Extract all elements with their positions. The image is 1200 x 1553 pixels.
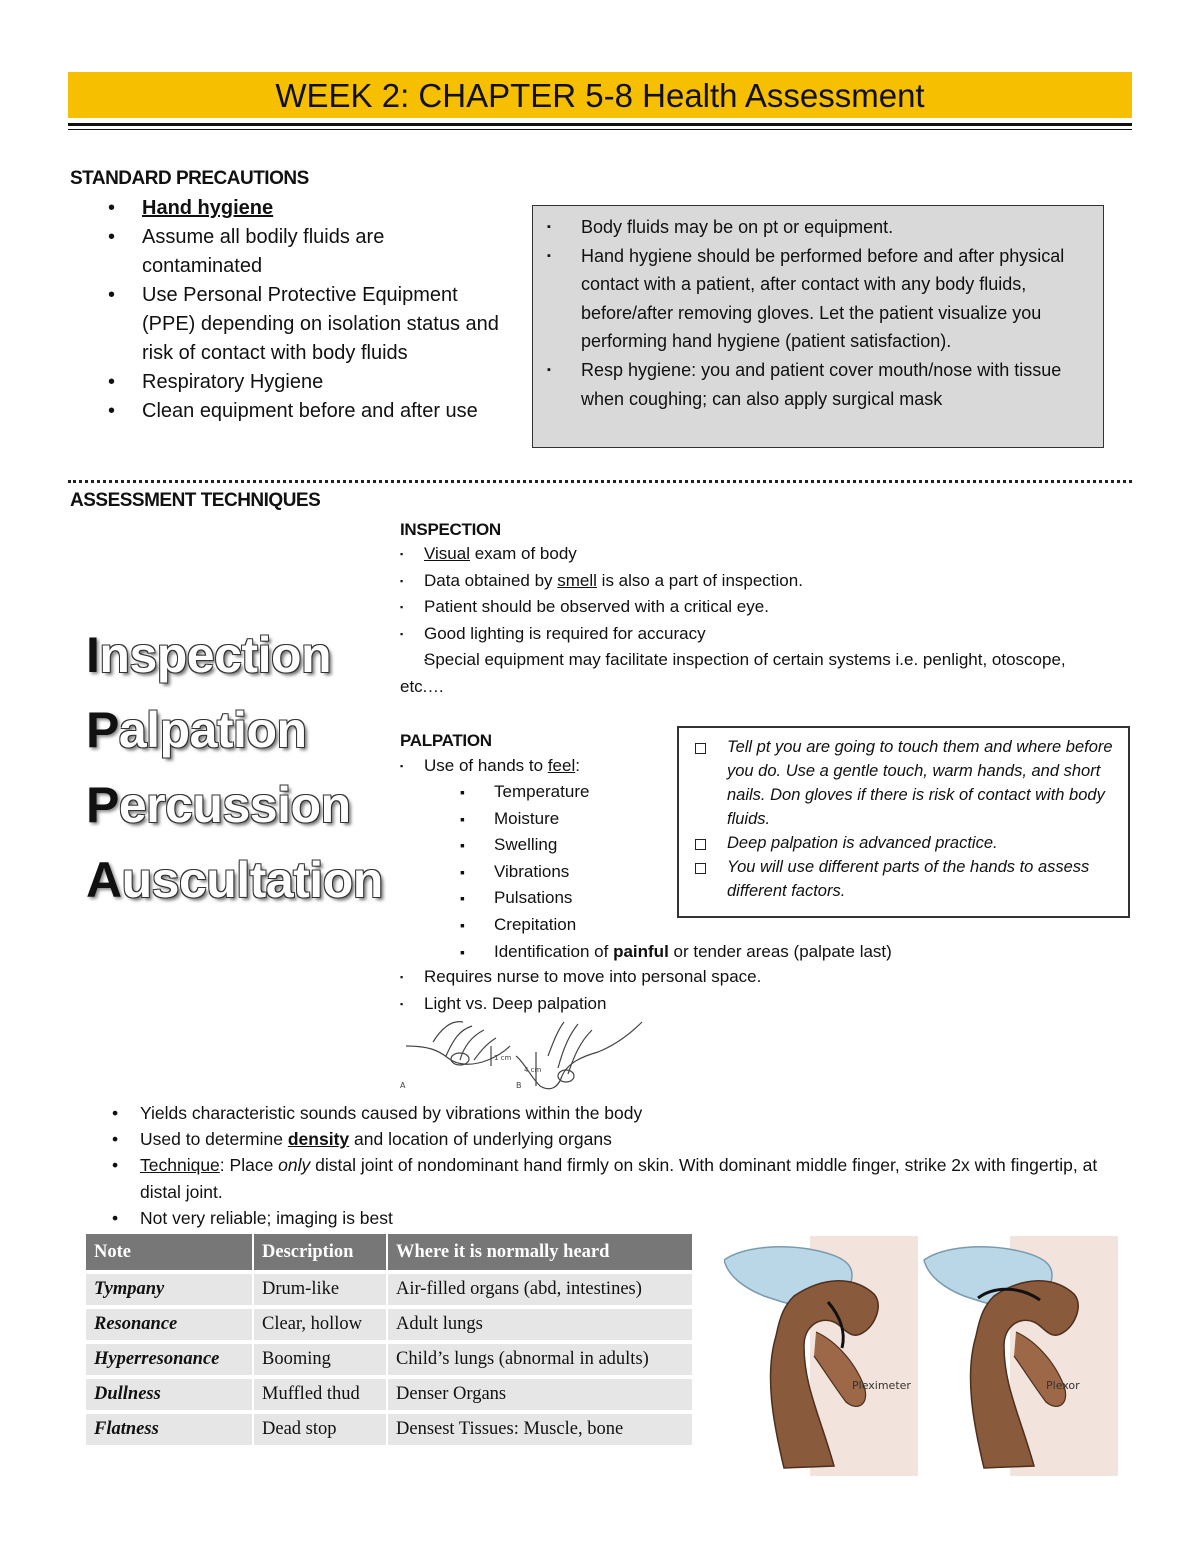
list-item: ▪ Patient should be observed with a critical eye. bbox=[400, 594, 1100, 621]
ippa-word: Palpation bbox=[86, 702, 307, 758]
plexor-panel bbox=[924, 1236, 1118, 1476]
precautions-note-box bbox=[532, 205, 1104, 448]
list-item: • Hand hygiene bbox=[68, 194, 508, 223]
title-rule bbox=[68, 123, 1132, 126]
list-item: ▪ Visual exam of body bbox=[400, 541, 1100, 568]
inspection-list bbox=[400, 541, 1100, 700]
list-item: ▪ Light vs. Deep palpation bbox=[400, 991, 1000, 1018]
palpation-list-2 bbox=[400, 964, 1000, 1017]
assessment-techniques-heading: ASSESSMENT TECHNIQUES bbox=[70, 490, 321, 511]
column-header: Description bbox=[253, 1234, 387, 1272]
list-item: ▪ Good lighting is required for accuracy bbox=[400, 621, 1100, 648]
list-item: • Not very reliable; imaging is best bbox=[68, 1205, 1138, 1231]
percussion-notes-table bbox=[86, 1234, 694, 1445]
title-rule-thin bbox=[68, 129, 1132, 130]
list-item: ▪ Crepitation bbox=[400, 912, 1000, 939]
ippa-word: Percussion bbox=[86, 777, 351, 833]
palpation-tips-box bbox=[677, 726, 1130, 918]
list-item: ▪ Moisture bbox=[400, 806, 1000, 833]
table-row: Tympany Drum-like Air-filled organs (abd, intestines) bbox=[86, 1272, 693, 1307]
inspection-heading: INSPECTION bbox=[400, 520, 501, 539]
standard-precautions-heading: STANDARD PRECAUTIONS bbox=[70, 168, 309, 189]
depth-label-a: 1 cm bbox=[494, 1054, 512, 1062]
ippa-word: Inspection bbox=[86, 627, 332, 683]
standard-precautions-list bbox=[68, 194, 508, 426]
percussion-hands-illustration bbox=[724, 1236, 1140, 1488]
list-item: ▪ Data obtained by smell is also a part of inspection. bbox=[400, 568, 1100, 595]
list-item: • Yields characteristic sounds caused by vibrations within the body bbox=[68, 1100, 1138, 1126]
list-item: ▪ Vibrations bbox=[400, 859, 1000, 886]
percussion-list bbox=[68, 1100, 1138, 1231]
list-item: ▪ Swelling bbox=[400, 832, 1000, 859]
list-item: • Clean equipment before and after use bbox=[68, 397, 508, 426]
list-item: ▪ Body fluids may be on pt or equipment. bbox=[533, 213, 1073, 242]
list-item: • Use Personal Protective Equipment (PPE) depending on isolation status and risk of contact with body fluids bbox=[68, 281, 508, 368]
list-item: ▪ Hand hygiene should be performed before and after physical contact with a patient, after contact with any body fluids, before/after removing gloves. Let the patient visualize you performing hand hygiene (patient satisfaction). bbox=[533, 242, 1073, 356]
depth-label-b: 4 cm bbox=[524, 1066, 542, 1074]
column-header: Where it is normally heard bbox=[387, 1234, 693, 1272]
pleximeter-label: Pleximeter bbox=[852, 1379, 911, 1392]
page-title: WEEK 2: CHAPTER 5-8 Health Assessment bbox=[275, 77, 925, 114]
ippa-word: Auscultation bbox=[86, 852, 383, 908]
table-row: Resonance Clear, hollow Adult lungs bbox=[86, 1307, 693, 1342]
list-item: ▪ Resp hygiene: you and patient cover mouth/nose with tissue when coughing; can also apply surgical mask bbox=[533, 356, 1073, 413]
list-item: • Used to determine density and location of underlying organs bbox=[68, 1126, 1138, 1152]
ippa-mnemonic bbox=[86, 618, 383, 918]
list-item: You will use different parts of the hands to assess different factors. bbox=[679, 855, 1119, 903]
list-item: • Respiratory Hygiene bbox=[68, 368, 508, 397]
table-row: Flatness Dead stop Densest Tissues: Muscle, bone bbox=[86, 1412, 693, 1445]
title-banner bbox=[68, 72, 1132, 118]
list-item: ▪ Temperature bbox=[400, 779, 1000, 806]
table-header-row bbox=[86, 1234, 693, 1272]
figure-label-b: B bbox=[516, 1081, 522, 1090]
list-item: • Technique: Place only distal joint of nondominant hand firmly on skin. With dominant middle finger, strike 2x with fingertip, at distal joint. bbox=[68, 1152, 1138, 1204]
list-item: ▪ Special equipment may facilitate inspection of certain systems i.e. penlight, otoscope, etc.… bbox=[400, 647, 1100, 700]
section-divider bbox=[68, 480, 1132, 483]
table-row: Hyperresonance Booming Child’s lungs (abnormal in adults) bbox=[86, 1342, 693, 1377]
list-item: Tell pt you are going to touch them and where before you do. Use a gentle touch, warm hands, and short nails. Don gloves if there is risk of contact with body fluids. bbox=[679, 735, 1119, 831]
list-item: Deep palpation is advanced practice. bbox=[679, 831, 1119, 855]
list-item: ▪ Identification of painful or tender areas (palpate last) bbox=[400, 939, 1000, 966]
table-row: Dullness Muffled thud Denser Organs bbox=[86, 1377, 693, 1412]
column-header: Note bbox=[86, 1234, 253, 1272]
list-item: ▪ Pulsations bbox=[400, 885, 1000, 912]
plexor-label: Plexor bbox=[1046, 1379, 1080, 1392]
figure-label-a: A bbox=[400, 1081, 406, 1090]
list-item: • Assume all bodily fluids are contaminated bbox=[68, 223, 508, 281]
list-item: ▪ Use of hands to feel: bbox=[400, 753, 1000, 780]
palpation-heading: PALPATION bbox=[400, 731, 492, 750]
palpation-depth-illustration bbox=[398, 1016, 648, 1092]
pleximeter-panel bbox=[724, 1236, 918, 1476]
list-item: ▪ Requires nurse to move into personal space. bbox=[400, 964, 1000, 991]
